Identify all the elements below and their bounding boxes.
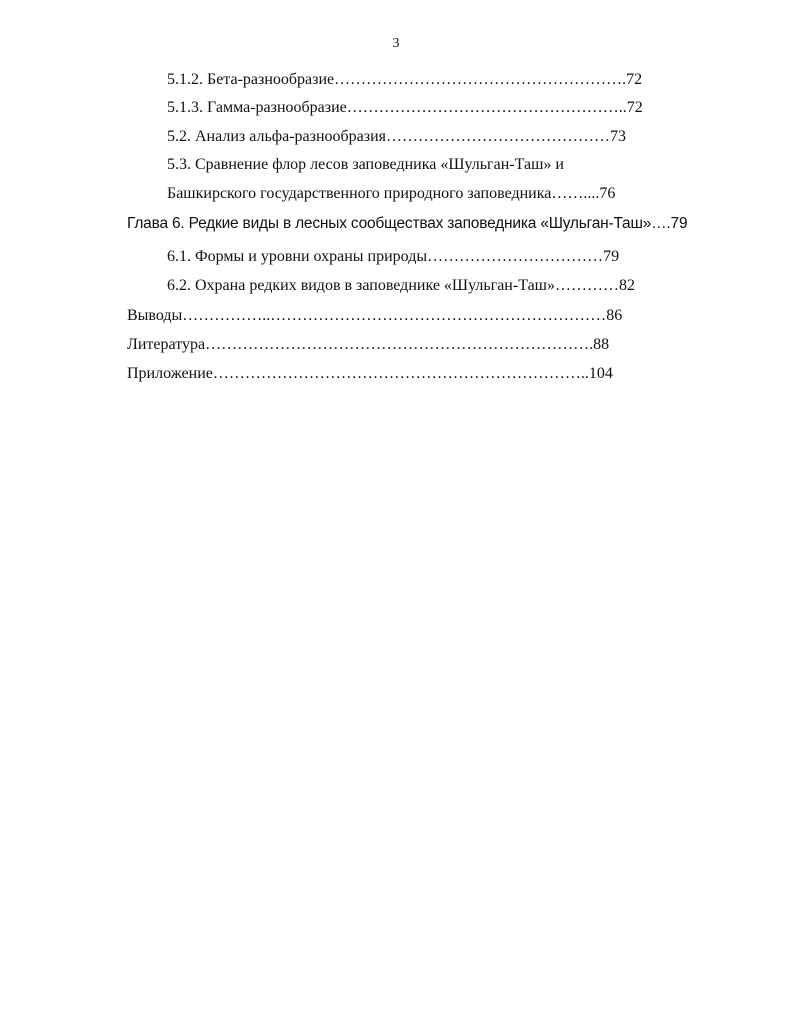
toc-entry-conclusions: Выводы……………..………………………………………………………86 (127, 307, 623, 324)
toc-entry-literature: Литература……………………………………………………………….88 (127, 336, 610, 353)
toc-entry-5-3-continued: Башкирского государственного природного заповедника……....76 (167, 185, 616, 202)
toc-entry-6-2: 6.2. Охрана редких видов в заповеднике «Шульган-Таш»…………82 (167, 277, 635, 294)
page-number: 3 (392, 36, 400, 51)
toc-entry-6-1: 6.1. Формы и уровни охраны природы……………………………79 (167, 248, 620, 265)
toc-entry-5-2: 5.2. Анализ альфа-разнообразия……………………………………73 (167, 128, 627, 145)
toc-entry-5-3: 5.3. Сравнение флор лесов заповедника «Шульган-Таш» и (167, 156, 564, 173)
toc-entry-5-1-2: 5.1.2. Бета-разнообразие……………………………………………….72 (167, 71, 643, 88)
toc-entry-chapter-6: Глава 6. Редкие виды в лесных сообществах заповедника «Шульган-Таш»….79 (127, 215, 688, 232)
toc-entry-5-1-3: 5.1.3. Гамма-разнообразие……………………………………………..72 (167, 99, 643, 116)
toc-entry-appendix: Приложение……………………………………………………………..104 (127, 365, 613, 382)
